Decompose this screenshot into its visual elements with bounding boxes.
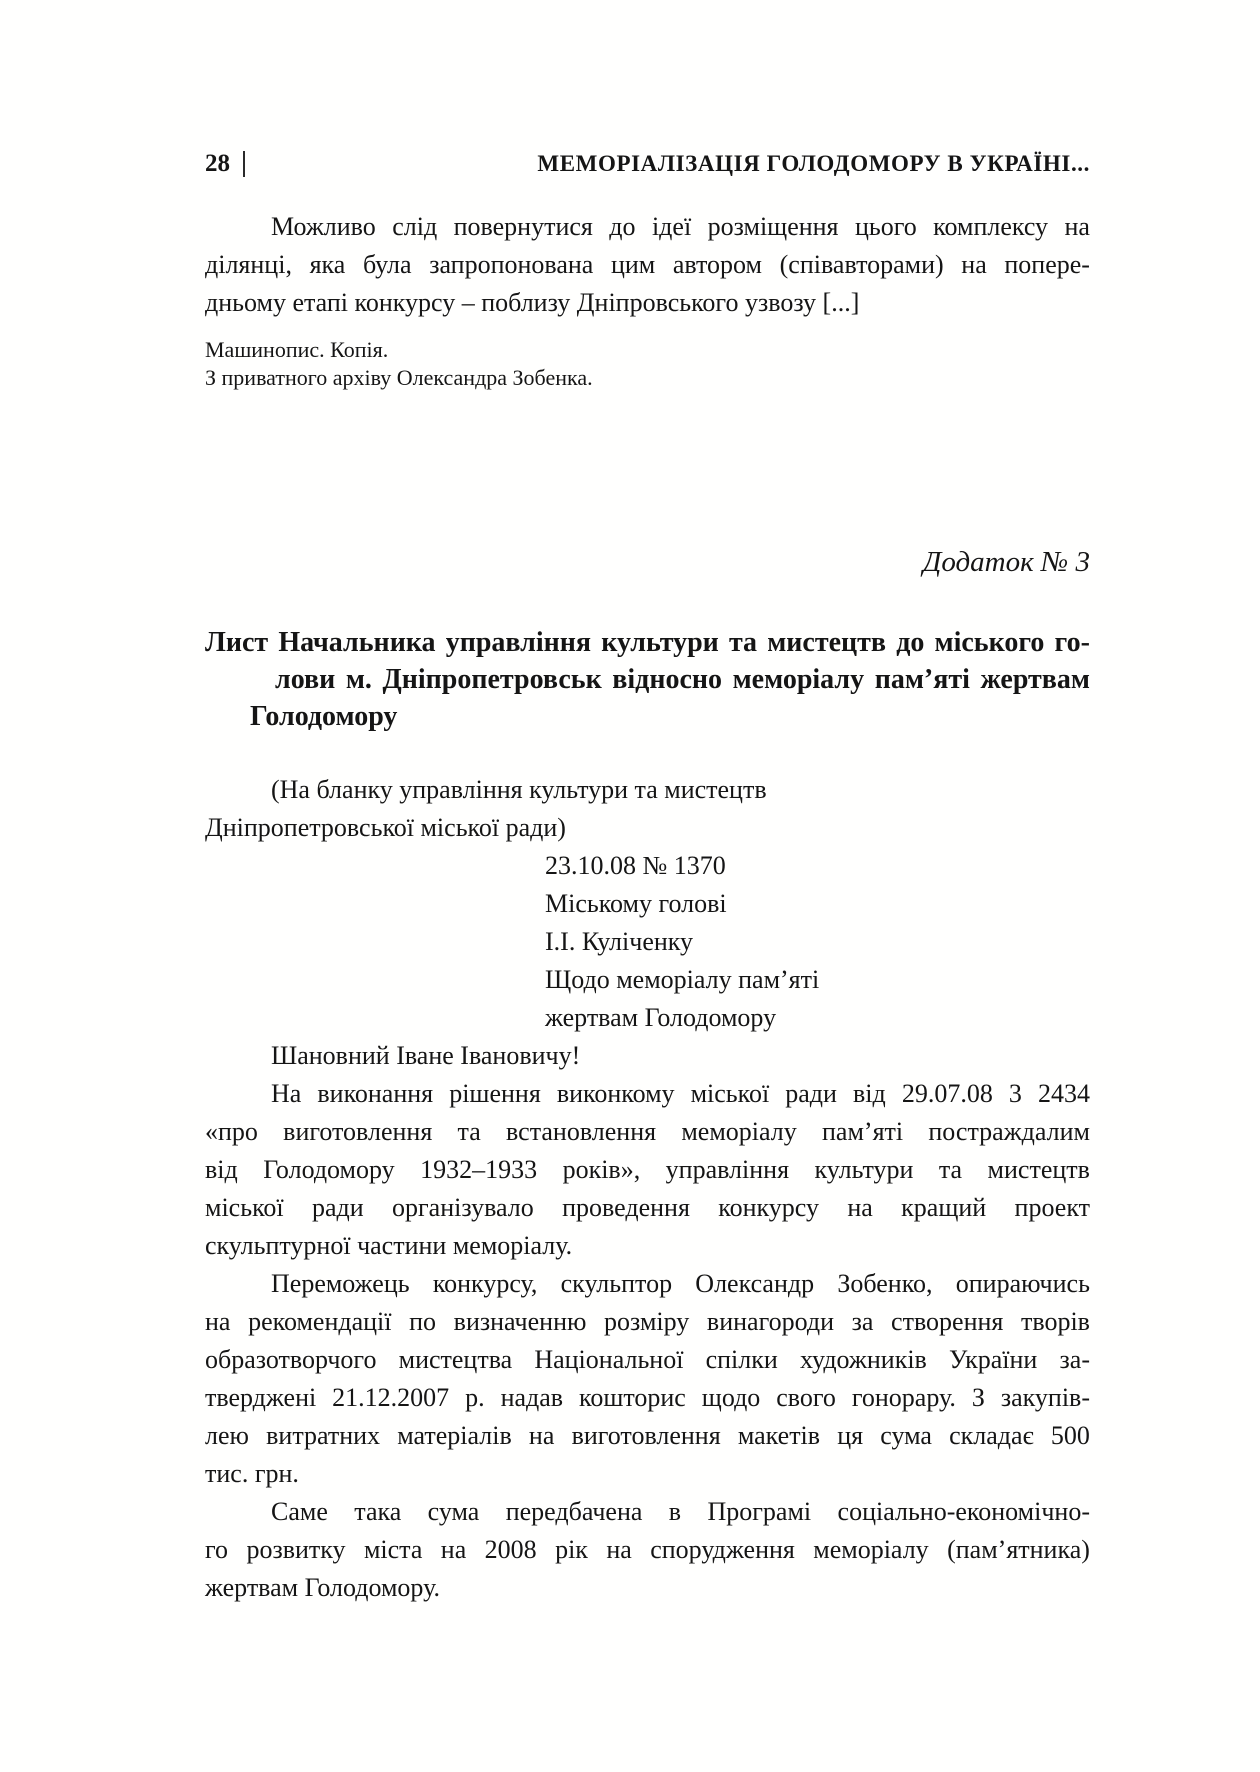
body-line: скульптурної частини меморіалу. xyxy=(205,1231,573,1260)
body-line: на рекомендації по визначенню розміру винагороди за створення творів xyxy=(205,1307,1090,1336)
letterhead-line: Дніпропетровської міської ради) xyxy=(205,813,566,842)
reference-block xyxy=(205,847,1090,1037)
body-line: образотворчого мистецтва Національної спілки художників України за- xyxy=(205,1345,1090,1374)
reference-line: Міському голові xyxy=(545,889,727,918)
title-line: лови м. Дніпропетровськ відносно меморіалу пам’яті жертвам xyxy=(275,664,1090,695)
reference-line: І.І. Куліченку xyxy=(545,927,694,956)
header-divider xyxy=(243,151,245,177)
body-line: від Голодомору 1932–1933 років», управління культури та мистецтв xyxy=(205,1155,1090,1184)
body-line: лею витратних матеріалів на виготовлення макетів ця сума складає 500 xyxy=(205,1421,1090,1450)
letterhead-line: (На бланку управління культури та мистецтв xyxy=(271,775,767,804)
body-line: міської ради організувало проведення конкурсу на кращий проект xyxy=(205,1193,1090,1222)
source-note-line: Машинопис. Копія. xyxy=(205,337,389,362)
reference-line: жертвам Голодомору xyxy=(545,1003,777,1032)
body-line: Саме така сума передбачена в Програмі соціально-економічно- xyxy=(271,1497,1090,1526)
document-title xyxy=(205,624,1090,735)
letter-body xyxy=(205,1037,1090,1607)
running-title: МЕМОРІАЛІЗАЦІЯ ГОЛОДОМОРУ В УКРАЇНІ... xyxy=(537,151,1090,176)
text-line: дньому етапі конкурсу – поблизу Дніпровського узвозу [...] xyxy=(205,288,860,317)
reference-line: 23.10.08 № 1370 xyxy=(545,851,726,880)
body-line: тверджені 21.12.2007 р. надав кошторис щодо свого гонорару. З закупів- xyxy=(205,1383,1090,1412)
title-line: Лист Начальника управління культури та мистецтв до міського го- xyxy=(205,627,1090,658)
source-note-line: З приватного архіву Олександра Зобенка. xyxy=(205,365,593,390)
body-line: «про виготовлення та встановлення меморіалу пам’яті постраждалим xyxy=(205,1117,1090,1146)
source-note xyxy=(205,336,1090,392)
reference-line: Щодо меморіалу пам’яті xyxy=(545,965,820,994)
body-line: жертвам Голодомору. xyxy=(205,1573,440,1602)
body-line: Переможець конкурсу, скульптор Олександр Зобенко, опираючись xyxy=(271,1269,1090,1298)
body-line: тис. грн. xyxy=(205,1459,299,1488)
excerpt-paragraph xyxy=(205,208,1090,322)
title-line: Голодомору xyxy=(250,701,398,732)
body-line: На виконання рішення виконкому міської ради від 29.07.08 3 2434 xyxy=(271,1079,1090,1108)
page-header xyxy=(205,150,1090,178)
letterhead-note xyxy=(205,771,1090,847)
text-line: Можливо слід повернутися до ідеї розміщення цього комплексу на xyxy=(271,212,1090,241)
body-line: го розвитку міста на 2008 рік на спорудження меморіалу (пам’ятника) xyxy=(205,1535,1090,1564)
page-number: 28 xyxy=(205,150,230,177)
annex-label: Додаток № 3 xyxy=(922,546,1090,578)
text-line: ділянці, яка була запропонована цим автором (співавторами) на попере- xyxy=(205,250,1090,279)
salutation: Шановний Іване Івановичу! xyxy=(271,1041,581,1070)
